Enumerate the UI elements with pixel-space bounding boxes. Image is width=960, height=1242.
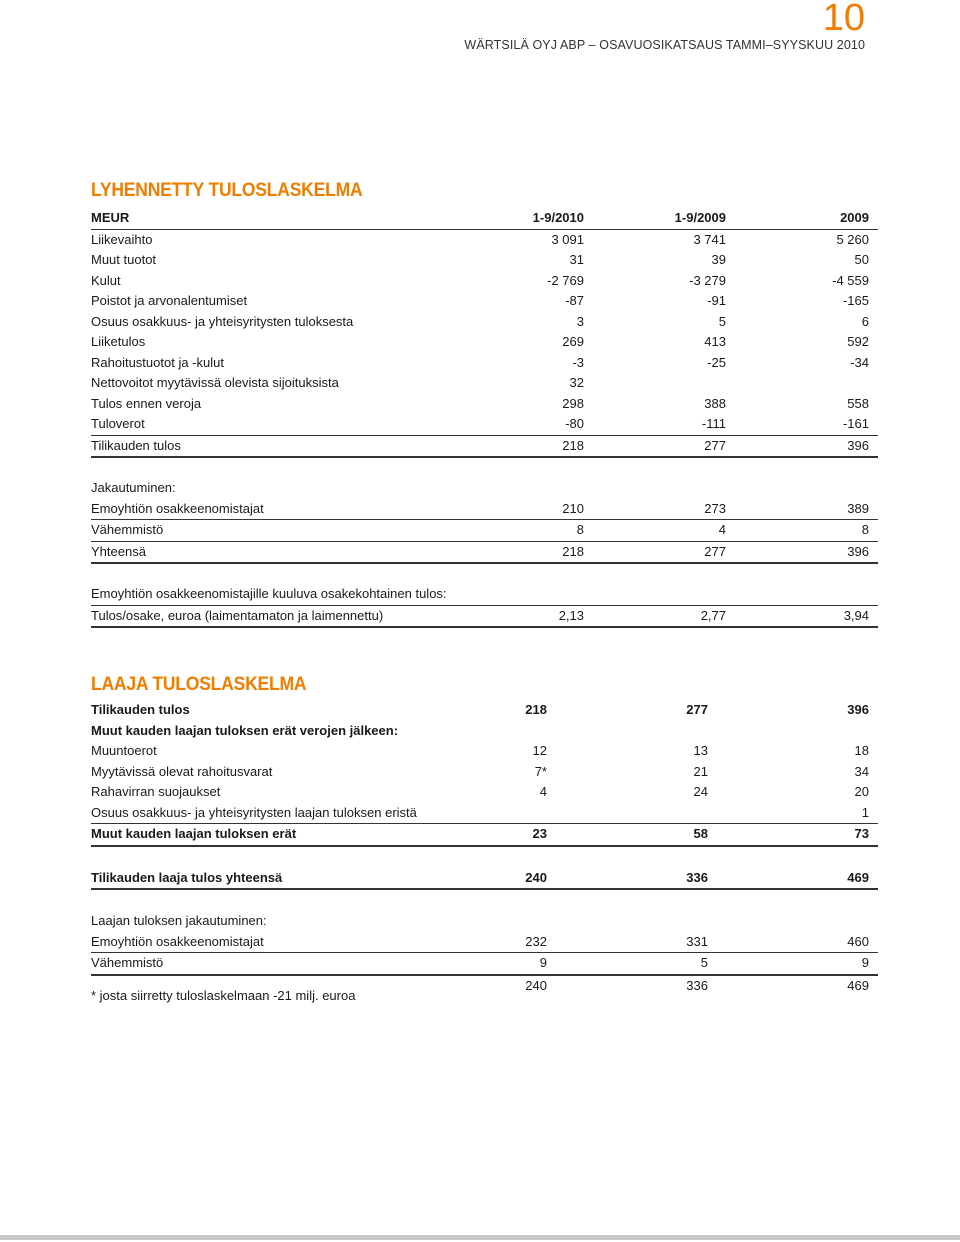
table-row [91, 824, 878, 847]
row-label: Tilikauden laaja tulos yhteensä [91, 869, 283, 885]
cell-value: 273 [704, 500, 726, 516]
cell-value: 331 [686, 933, 708, 949]
cell-value: 232 [525, 933, 547, 949]
table-row [91, 542, 878, 565]
cell-value: 2,13 [558, 607, 584, 623]
col-header-3: 2009 [840, 210, 869, 225]
table-row [91, 291, 878, 312]
cell-value: 592 [847, 334, 869, 349]
row-label: Kulut [91, 272, 121, 288]
cell-value: 73 [854, 826, 869, 841]
cell-value: 413 [704, 334, 726, 349]
cell-value: 277 [686, 702, 708, 717]
comprehensive-total-row [91, 868, 878, 891]
footnote: * josta siirretty tuloslaskelmaan -21 milj. euroa [91, 987, 356, 1003]
cell-value: 8 [576, 522, 584, 537]
cell-value: -25 [707, 354, 726, 370]
cell-value: 298 [562, 395, 584, 411]
cell-value: 2,77 [700, 607, 726, 623]
table-row [91, 394, 878, 415]
comp-distribution-heading: Laajan tuloksen jakautuminen: [91, 913, 267, 928]
cell-value: 336 [686, 869, 708, 885]
cell-value: 4 [718, 522, 726, 537]
cell-value: 34 [854, 763, 869, 779]
cell-value: 210 [562, 500, 584, 516]
row-label: Tilikauden tulos [91, 437, 181, 453]
cell-value: 13 [693, 743, 708, 758]
row-label: Tilikauden tulos [91, 702, 190, 717]
cell-value: 240 [525, 869, 547, 885]
cell-value: 9 [861, 955, 869, 970]
row-label: Tulos ennen veroja [91, 395, 202, 411]
cell-value: 50 [854, 252, 869, 267]
table-row [91, 782, 878, 803]
row-label: Emoyhtiön osakkeenomistajat [91, 933, 264, 949]
cell-value: -111 [701, 416, 726, 431]
cell-value: 460 [847, 933, 869, 949]
cell-value: 20 [854, 784, 869, 799]
cell-value: 23 [532, 826, 547, 841]
cell-value: -80 [565, 416, 584, 431]
cell-value: 389 [847, 500, 869, 516]
cell-value: -3 279 [689, 272, 726, 288]
row-label: Nettovoitot myytävissä olevista sijoituksista [91, 375, 339, 390]
table-row [91, 721, 878, 742]
report-header: WÄRTSILÄ OYJ ABP – OSAVUOSIKATSAUS TAMMI–SYYSKUU 2010 [464, 38, 865, 52]
cell-value: 8 [861, 522, 869, 537]
row-label: Yhteensä [91, 543, 146, 559]
table-row [91, 932, 878, 954]
cell-value: 240 [525, 977, 547, 993]
distribution-heading-row [91, 478, 878, 499]
row-label: Muuntoerot [91, 743, 157, 758]
row-label: Rahoitustuotot ja -kulut [91, 354, 224, 370]
income-statement-table [91, 208, 878, 628]
cell-value: 18 [854, 743, 869, 758]
table-row [91, 271, 878, 292]
row-label: Liikevaihto [91, 231, 153, 247]
table-row [91, 436, 878, 459]
cell-value: 396 [847, 543, 869, 559]
cell-value: 7* [534, 763, 547, 779]
cell-value: 1 [861, 804, 869, 820]
eps-heading-row [91, 584, 878, 606]
row-label: Muut kauden laajan tuloksen erät verojen jälkeen: [91, 722, 399, 738]
table-row [91, 250, 878, 271]
income-statement-title: LYHENNETTY TULOSLASKELMA [91, 180, 363, 201]
eps-heading: Emoyhtiön osakkeenomistajille kuuluva osakekohtainen tulos: [91, 586, 447, 601]
row-label: Tulos/osake, euroa (laimentamaton ja laimennettu) [91, 607, 384, 623]
cell-value: 39 [711, 252, 726, 267]
row-label: Vähemmistö [91, 955, 164, 970]
row-label: Poistot ja arvonalentumiset [91, 293, 248, 308]
comprehensive-table [91, 700, 878, 1006]
table-row [91, 803, 878, 825]
cell-value: 32 [569, 375, 584, 390]
row-label: Liiketulos [91, 334, 146, 349]
table-row [91, 332, 878, 353]
cell-value: 218 [562, 543, 584, 559]
table-row [91, 312, 878, 333]
cell-value: 12 [532, 743, 547, 758]
cell-value: -2 769 [547, 272, 584, 288]
table-row [91, 414, 878, 436]
cell-value: 269 [562, 334, 584, 349]
col-header-meur: MEUR [91, 210, 130, 225]
cell-value: 469 [847, 977, 869, 993]
cell-value: -34 [850, 354, 869, 370]
cell-value: 5 [718, 313, 726, 329]
cell-value: 3 [576, 313, 584, 329]
cell-value: 277 [704, 543, 726, 559]
table-row [91, 373, 878, 394]
cell-value: -165 [842, 293, 869, 308]
cell-value: 218 [562, 437, 584, 453]
cell-value: -4 559 [832, 272, 869, 288]
row-label: Osuus osakkuus- ja yhteisyritysten laajan tuloksen eristä [91, 804, 417, 820]
cell-value: 9 [539, 955, 547, 970]
cell-value: 3 741 [693, 231, 726, 247]
table-row [91, 520, 878, 542]
cell-value: 558 [847, 395, 869, 411]
table-row [91, 499, 878, 521]
table-row [91, 741, 878, 762]
cell-value: 218 [525, 702, 547, 717]
eps-row [91, 606, 878, 629]
row-label: Vähemmistö [91, 522, 164, 537]
cell-value: 58 [693, 826, 708, 841]
row-label: Emoyhtiön osakkeenomistajat [91, 500, 264, 516]
table-row [91, 762, 878, 783]
cell-value: 3,94 [843, 607, 869, 623]
page-number: 10 [822, 0, 865, 39]
cell-value: 396 [847, 437, 869, 453]
table-row [91, 953, 878, 976]
distribution-heading: Jakautuminen: [91, 480, 176, 495]
comp-distribution-heading-row [91, 911, 878, 932]
cell-value: 6 [861, 313, 869, 329]
col-header-2: 1-9/2009 [674, 210, 726, 225]
footer-rule [0, 1235, 960, 1240]
comprehensive-title: LAAJA TULOSLASKELMA [91, 674, 307, 695]
cell-value: 5 260 [836, 231, 869, 247]
cell-value: -3 [572, 354, 584, 370]
cell-value: -91 [707, 293, 726, 308]
row-label: Osuus osakkuus- ja yhteisyritysten tuloksesta [91, 313, 354, 329]
cell-value: 3 091 [551, 231, 584, 247]
cell-value: 4 [539, 784, 547, 799]
cell-value: 388 [704, 395, 726, 411]
cell-value: -161 [842, 416, 869, 431]
row-label: Muut kauden laajan tuloksen erät [91, 826, 297, 841]
row-label: Rahavirran suojaukset [91, 784, 221, 799]
table-header-row [91, 208, 878, 230]
col-header-1: 1-9/2010 [532, 210, 584, 225]
cell-value: 24 [693, 784, 708, 799]
cell-value: 277 [704, 437, 726, 453]
cell-value: 31 [569, 252, 584, 267]
cell-value: 336 [686, 977, 708, 993]
row-label: Myytävissä olevat rahoitusvarat [91, 763, 273, 779]
cell-value: 469 [847, 869, 869, 885]
row-label: Muut tuotot [91, 252, 157, 267]
table-row [91, 230, 878, 251]
cell-value: -87 [565, 293, 584, 308]
cell-value: 396 [847, 702, 869, 717]
cell-value: 21 [693, 763, 708, 779]
table-row [91, 700, 878, 721]
cell-value: 5 [700, 955, 708, 970]
comp-distribution-sum-row [91, 976, 878, 1006]
table-row [91, 353, 878, 374]
row-label: Tuloverot [91, 416, 145, 431]
